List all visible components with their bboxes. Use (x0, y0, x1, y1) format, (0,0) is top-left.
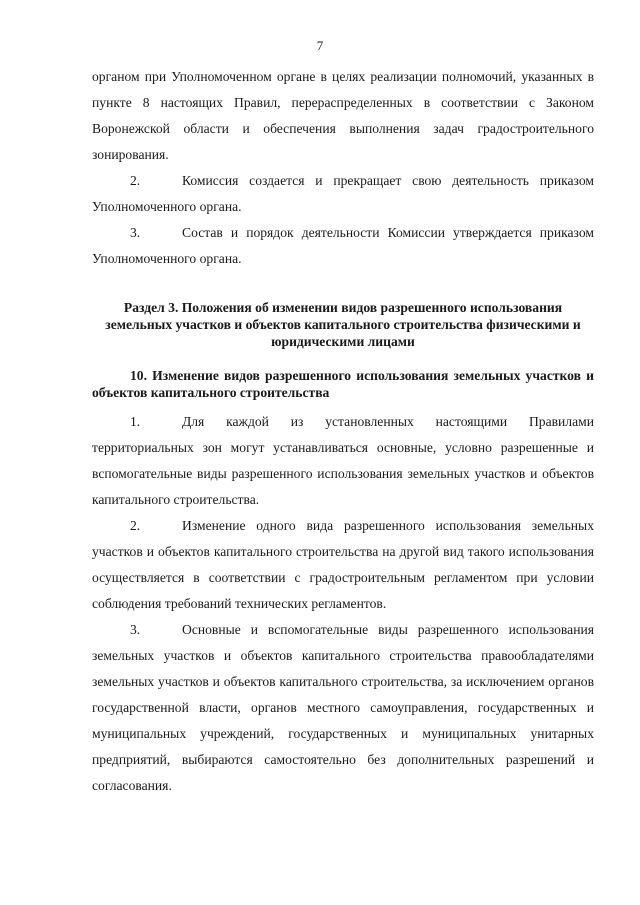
list-item (92, 617, 594, 799)
list-item (92, 220, 594, 272)
subsection-title: Изменение видов разрешенного использования земельных участков и объектов капитального строительства (92, 368, 594, 400)
item-number: 3. (130, 225, 141, 240)
item-number: 2. (130, 518, 141, 533)
item-text: Основные и вспомогательные виды разрешенного использования земельных участков и объектов капитального строительства правообладателями земельных участков и объектов капитального строительства, за исключением органов государственной власти, органов местного самоуправления, государственных и муниципальных учреждений, государственных и муниципальных унитарных предприятий, выбираются самостоятельно без дополнительных разрешений и согласования. (92, 622, 594, 793)
item-text: Изменение одного вида разрешенного использования земельных участков и объектов капитального строительства на другой вид такого использования осуществляется в соответствии с градостроительным регламентом при условии соблюдения требований технических регламентов. (92, 518, 594, 611)
item-text: Для каждой из установленных настоящими Правилами территориальных зон могут устанавливаться основные, условно разрешенные и вспомогательные виды разрешенного использования земельных участков и объектов капитального строительства. (92, 414, 594, 507)
item-number: 3. (130, 622, 141, 637)
list-item (92, 409, 594, 513)
subsection-number: 10. (130, 368, 147, 383)
item-number: 1. (130, 414, 141, 429)
list-item (92, 168, 594, 220)
item-text: Комиссия создается и прекращает свою деятельность приказом Уполномоченного органа. (92, 173, 594, 214)
item-text: Состав и порядок деятельности Комиссии утверждается приказом Уполномоченного органа. (92, 225, 594, 266)
document-body (92, 64, 594, 799)
list-item (92, 513, 594, 617)
continuation-paragraph: органом при Уполномоченном органе в целях реализации полномочий, указанных в пункте 8 настоящих Правил, перераспределенных в соответствии с Законом Воронежской области и обеспечения выполнения задач градостроительного зонирования. (92, 69, 594, 162)
section-heading: Раздел 3. Положения об изменении видов разрешенного использования земельных участков и объектов капитального строительства физическими и юридическими лицами (105, 300, 581, 349)
page-number: 7 (316, 38, 324, 53)
item-number: 2. (130, 173, 141, 188)
subsection-heading (92, 367, 594, 401)
